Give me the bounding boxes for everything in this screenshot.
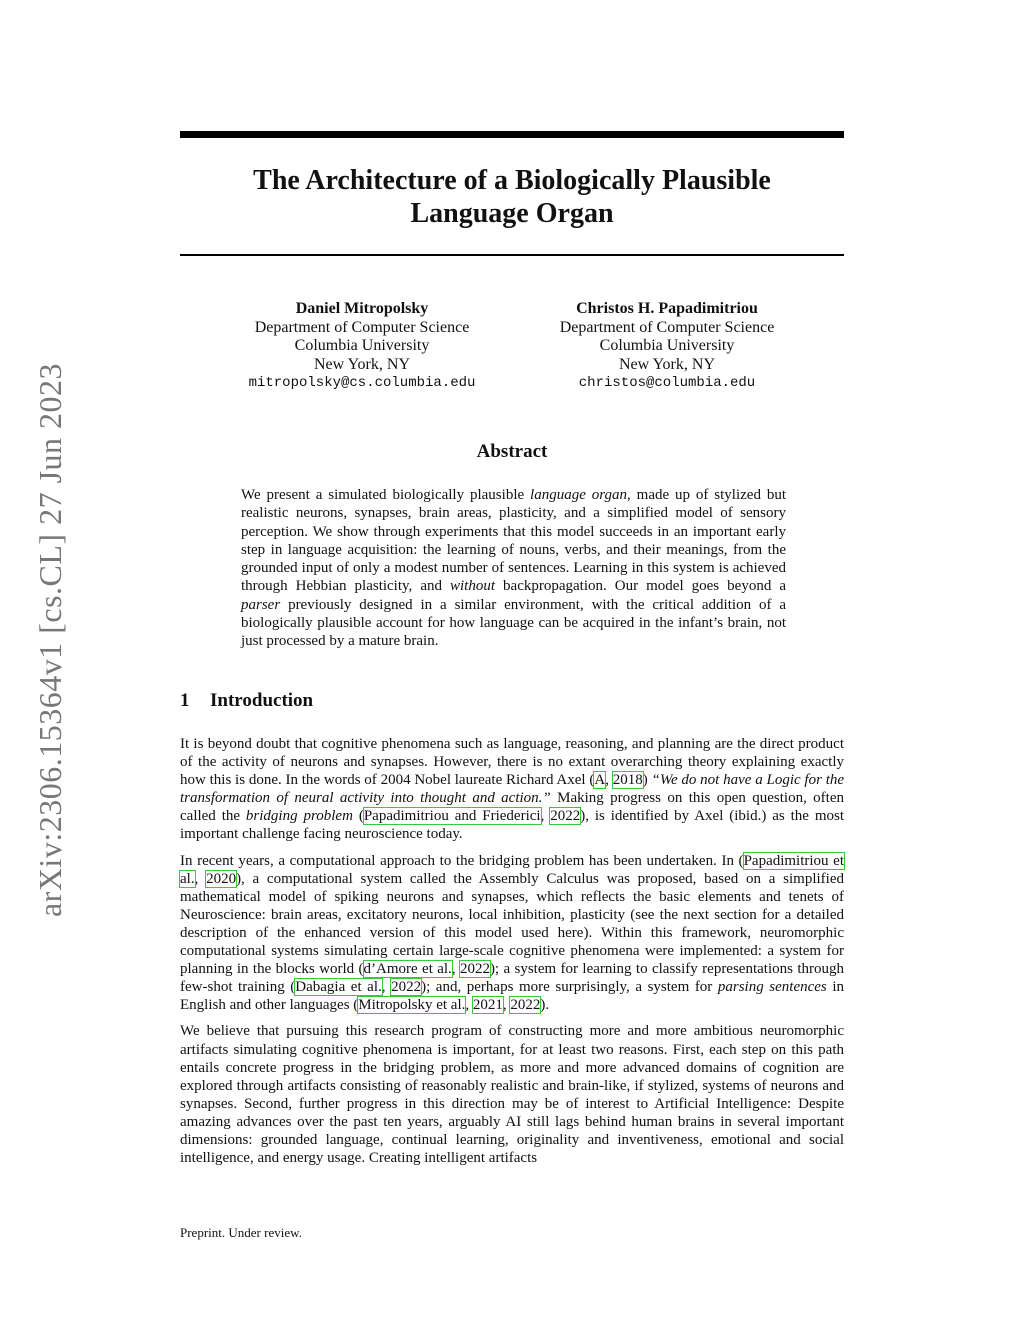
paragraph (180, 735, 844, 844)
citation-link[interactable]: A (594, 772, 606, 789)
citation-link[interactable]: 2022 (391, 979, 422, 996)
author-block-1 (232, 300, 492, 393)
author-name: Daniel Mitropolsky (295, 300, 429, 317)
text-run: ), a computational system called the Assembly Calculus was proposed, based on a simplified mathematical model of spiking neurons and synapses, which reflects the basic elements and tenets of Neuroscience: brain areas, excitatory neurons, local inhibition, plasticity (see the next section for a detailed description of the enhanced version of this model used here). Within this framework, neuromorphic computational systems simulating certain large-scale cognitive phenomena were implemented: a system for planning in the blocks world ( (180, 870, 844, 978)
text-run: , (540, 808, 551, 825)
abstract-emphasis: parser (241, 596, 281, 613)
paragraph: We believe that pursuing this research program of constructing more and more ambitious neuromorphic artifacts simulating cognitive phenomena is important, for at least two reasons. First, each step on this path entails concrete progress in the bridging problem, as more and more advanced domains of cognition are explored through artifacts consisting of reasonably realistic and brain-like, if stylized, systems of neurons and synapses. Second, further progress in this direction may be of interest to Artificial Intelligence: Despite amazing advances over the past ten years, arguably AI still lags behind human brains in several important dimensions: grounded language, continual learning, originality and inventiveness, emotional and social intelligence, and energy usage. Creating intelligent artifacts (180, 1023, 844, 1167)
text-run: In recent years, a computational approach to the bridging problem has been undertaken. In ( (180, 852, 744, 869)
term-emphasis: bridging problem (245, 808, 353, 825)
section-heading-introduction (180, 690, 313, 712)
text-run: It is beyond doubt that cognitive phenomena such as language, reasoning, and planning are the direct product of the activity of neurons and synapses. However, there is no extant overarching theory explaining exactly how this is done. In the words of 2004 Nobel laureate Richard Axel ( (180, 736, 844, 789)
author-department: Department of Computer Science (254, 318, 470, 336)
abstract-run: , made up of stylized but realistic neurons, synapses, brain areas, plasticity, and a simplified model of sensory perception. We show through experiments that this model succeeds in an important early step in language acquisition: the learning of nouns, verbs, and their meanings, from the grounded input of only a modest number of sentences. Learning in this system is achieved through Hebbian plasticity, and (241, 487, 787, 595)
paragraph (180, 852, 844, 1015)
text-run: ); a system for learning to classify representations through few-shot training ( (180, 961, 844, 996)
abstract-run: previously designed in a similar environment, with the critical addition of a biologically plausible account for how language can be acquired in the infant’s brain, not just processed by a mature brain. (241, 596, 786, 650)
author-name: Christos H. Papadimitriou (576, 300, 758, 317)
citation-link[interactable]: Dabagia et al. (295, 979, 382, 996)
author-city: New York, NY (618, 355, 715, 373)
quote-emphasis: “We do not have a Logic for the transformation of neural activity into thought and action.” (180, 772, 845, 807)
author-department: Department of Computer Science (559, 318, 775, 336)
text-run: ( (352, 808, 364, 825)
citation-link[interactable]: 2022 (510, 997, 541, 1014)
abstract-emphasis: language organ (530, 487, 628, 503)
text-run: Making progress on this open question, often called the (180, 790, 844, 825)
footer-note: Preprint. Under review. (180, 1225, 302, 1240)
citation-link[interactable]: 2018 (612, 772, 643, 789)
paper-title (180, 164, 844, 230)
text-run: , (465, 997, 473, 1014)
text-run: , (381, 979, 392, 996)
author-university: Columbia University (599, 337, 735, 354)
citation-link[interactable]: Mitropolsky et al. (358, 997, 466, 1014)
title-line-2: Language Organ (410, 198, 614, 229)
text-run: , (194, 870, 207, 887)
title-line-1: The Architecture of a Biologically Plausible (253, 165, 771, 196)
text-run: , (502, 997, 511, 1014)
arxiv-sidebar-stamp: arXiv:2306.15364v1 [cs.CL] 27 Jun 2023 (32, 362, 68, 918)
abstract-run: backpropagation. Our model goes beyond a (495, 578, 786, 595)
author-email[interactable]: mitropolsky@cs.columbia.edu (248, 375, 476, 391)
text-run: ) (642, 772, 652, 789)
text-run: ); and, perhaps more surprisingly, a system for (421, 979, 718, 996)
text-run: , (451, 961, 460, 978)
text-run: , (605, 772, 613, 789)
citation-link[interactable]: Papadimitriou et al. (180, 852, 844, 887)
author-email[interactable]: christos@columbia.edu (578, 375, 756, 391)
section-title: Introduction (210, 690, 314, 711)
abstract-emphasis: without (450, 578, 496, 595)
citation-link[interactable]: 2020 (206, 870, 237, 887)
citation-link[interactable]: 2022 (459, 961, 490, 978)
abstract-heading: Abstract (476, 441, 548, 462)
section-number: 1 (180, 690, 190, 711)
citation-link[interactable]: 2021 (472, 997, 503, 1014)
abstract-run: We present a simulated biologically plausible (241, 487, 531, 503)
introduction-body (180, 735, 844, 1175)
author-city: New York, NY (313, 355, 410, 373)
term-emphasis: parsing sentences (717, 979, 827, 996)
title-rule-top (180, 131, 844, 138)
author-university: Columbia University (294, 337, 430, 354)
author-block-2 (537, 300, 797, 393)
abstract-text (241, 486, 786, 651)
title-rule-bottom (180, 254, 844, 256)
text-run: ), is identified by Axel (ibid.) as the most important challenge facing neuroscience today. (180, 808, 844, 843)
text-run: ). (540, 997, 550, 1014)
citation-link[interactable]: d’Amore et al. (363, 961, 452, 978)
text-run: in English and other languages ( (180, 979, 844, 1014)
citation-link[interactable]: 2022 (550, 808, 581, 825)
citation-link[interactable]: Papadimitriou and Friederici (363, 808, 541, 825)
